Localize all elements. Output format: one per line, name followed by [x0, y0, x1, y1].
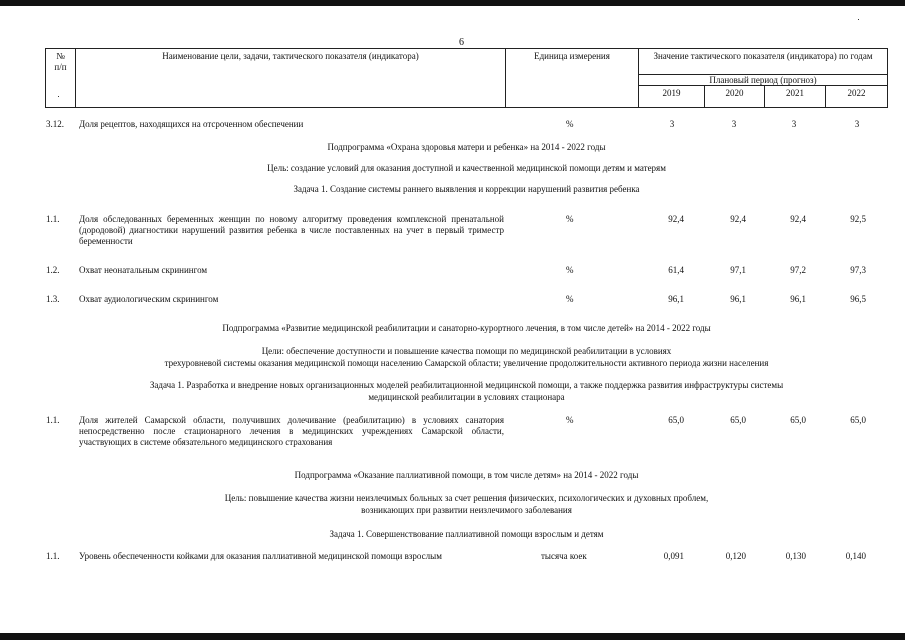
row-unit: %	[566, 294, 574, 304]
goal-heading: Цель: повышение качества жизни неизлечимых больных за счет решения физических, психологических и духовных проблем,	[224, 493, 709, 503]
row-value: 92,4	[790, 214, 806, 224]
header-num: № п/п	[54, 51, 67, 72]
header-year: 2020	[725, 88, 744, 98]
task-heading: Задача 1. Совершенствование паллиативной помощи взрослым и детям	[329, 529, 604, 539]
row-value: 65,0	[730, 415, 746, 425]
row-value: 3	[791, 119, 797, 129]
row-value: 0,091	[663, 551, 684, 561]
row-value: 92,5	[850, 214, 866, 224]
page-number: 6	[459, 37, 464, 48]
row-value: 0,120	[725, 551, 746, 561]
row-value: 97,1	[730, 265, 746, 275]
row-value: 92,4	[668, 214, 684, 224]
row-value: 96,5	[850, 294, 866, 304]
row-name: Доля обследованных беременных женщин по новому алгоритму проведения комплексной пренатальной (дородовой) диагностики нарушений развития ребенка в числе поставленных на учет в первый триместр беременности	[79, 214, 504, 246]
goal-heading: Цели: обеспечение доступности и повышение качества помощи по медицинской реабилитации в условиях	[261, 346, 672, 356]
row-num: 1.3.	[46, 294, 60, 304]
row-value: 96,1	[730, 294, 746, 304]
header-name: Наименование цели, задачи, тактического показателя (индикатора)	[162, 51, 419, 61]
row-value: 0,130	[785, 551, 806, 561]
row-unit: %	[566, 119, 574, 129]
row-value: 0,140	[845, 551, 866, 561]
row-name: Охват аудиологическим скринингом	[79, 294, 219, 304]
subprogram-heading: Подпрограмма «Охрана здоровья матери и ребенка» на 2014 - 2022 годы	[327, 142, 606, 152]
scan-top-border	[0, 0, 905, 6]
row-num: 1.2.	[46, 265, 60, 275]
header-value-group: Значение тактического показателя (индикатора) по годам	[653, 51, 873, 61]
row-num: 1.1.	[46, 415, 60, 425]
goal-heading-cont: трехуровневой системы оказания медицинской помощи населению Самарской области; увеличение продолжительности активного периода жизни населения	[164, 358, 769, 368]
goal-heading: Цель: создание условий для оказания доступной и качественной медицинской помощи детям и матерям	[267, 163, 666, 173]
header-year: 2022	[847, 88, 866, 98]
row-value: 96,1	[790, 294, 806, 304]
subprogram-heading: Подпрограмма «Оказание паллиативной помощи, в том числе детям» на 2014 - 2022 годы	[294, 470, 639, 480]
row-unit: %	[566, 214, 574, 224]
row-value: 65,0	[668, 415, 684, 425]
row-value: 3	[669, 119, 675, 129]
row-value: 61,4	[668, 265, 684, 275]
scan-bottom-border	[0, 633, 905, 640]
row-value: 65,0	[850, 415, 866, 425]
row-name: Доля рецептов, находящихся на отсроченном обеспечении	[79, 119, 304, 129]
row-num: 1.1.	[46, 551, 60, 561]
goal-heading-cont: возникающих при развитии неизлечимого заболевания	[361, 505, 572, 515]
header-plan-period: Плановый период (прогноз)	[709, 75, 817, 85]
row-num: 3.12.	[46, 119, 64, 129]
row-name: Охват неонатальным скринингом	[79, 265, 208, 275]
task-heading-cont: медицинской реабилитации в условиях стационара	[368, 392, 565, 402]
row-value: 65,0	[790, 415, 806, 425]
header-year: 2019	[662, 88, 681, 98]
row-value: 97,2	[790, 265, 806, 275]
task-heading: Задача 1. Разработка и внедрение новых организационных моделей реабилитационной медицинской помощи, а также поддержка развития инфраструктуры системы	[149, 380, 784, 390]
subprogram-heading: Подпрограмма «Развитие медицинской реабилитации и санаторно-курортного лечения, в том числе детей» на 2014 - 2022 годы	[222, 323, 711, 333]
row-value: 3	[854, 119, 860, 129]
header-year: 2021	[786, 88, 804, 98]
row-unit: тысяча коек	[541, 551, 587, 561]
row-value: 97,3	[850, 265, 866, 275]
row-value: 92,4	[730, 214, 746, 224]
row-name: Доля жителей Самарской области, получивших долечивание (реабилитацию) в условиях санатория непосредственно после стационарного лечения в медицинских учреждениях Самарской области, участвующих в системе обязательного медицинского страхования	[79, 415, 504, 447]
row-value: 3	[731, 119, 737, 129]
row-name: Уровень обеспеченности койками для оказания паллиативной медицинской помощи взрослым	[79, 551, 442, 561]
row-unit: %	[566, 415, 574, 425]
row-unit: %	[566, 265, 574, 275]
row-value: 96,1	[668, 294, 684, 304]
row-num: 1.1.	[46, 214, 60, 224]
header-unit: Единица измерения	[534, 51, 610, 61]
task-heading: Задача 1. Создание системы раннего выявления и коррекции нарушений развития ребенка	[293, 184, 640, 194]
scan-speck	[858, 19, 859, 20]
